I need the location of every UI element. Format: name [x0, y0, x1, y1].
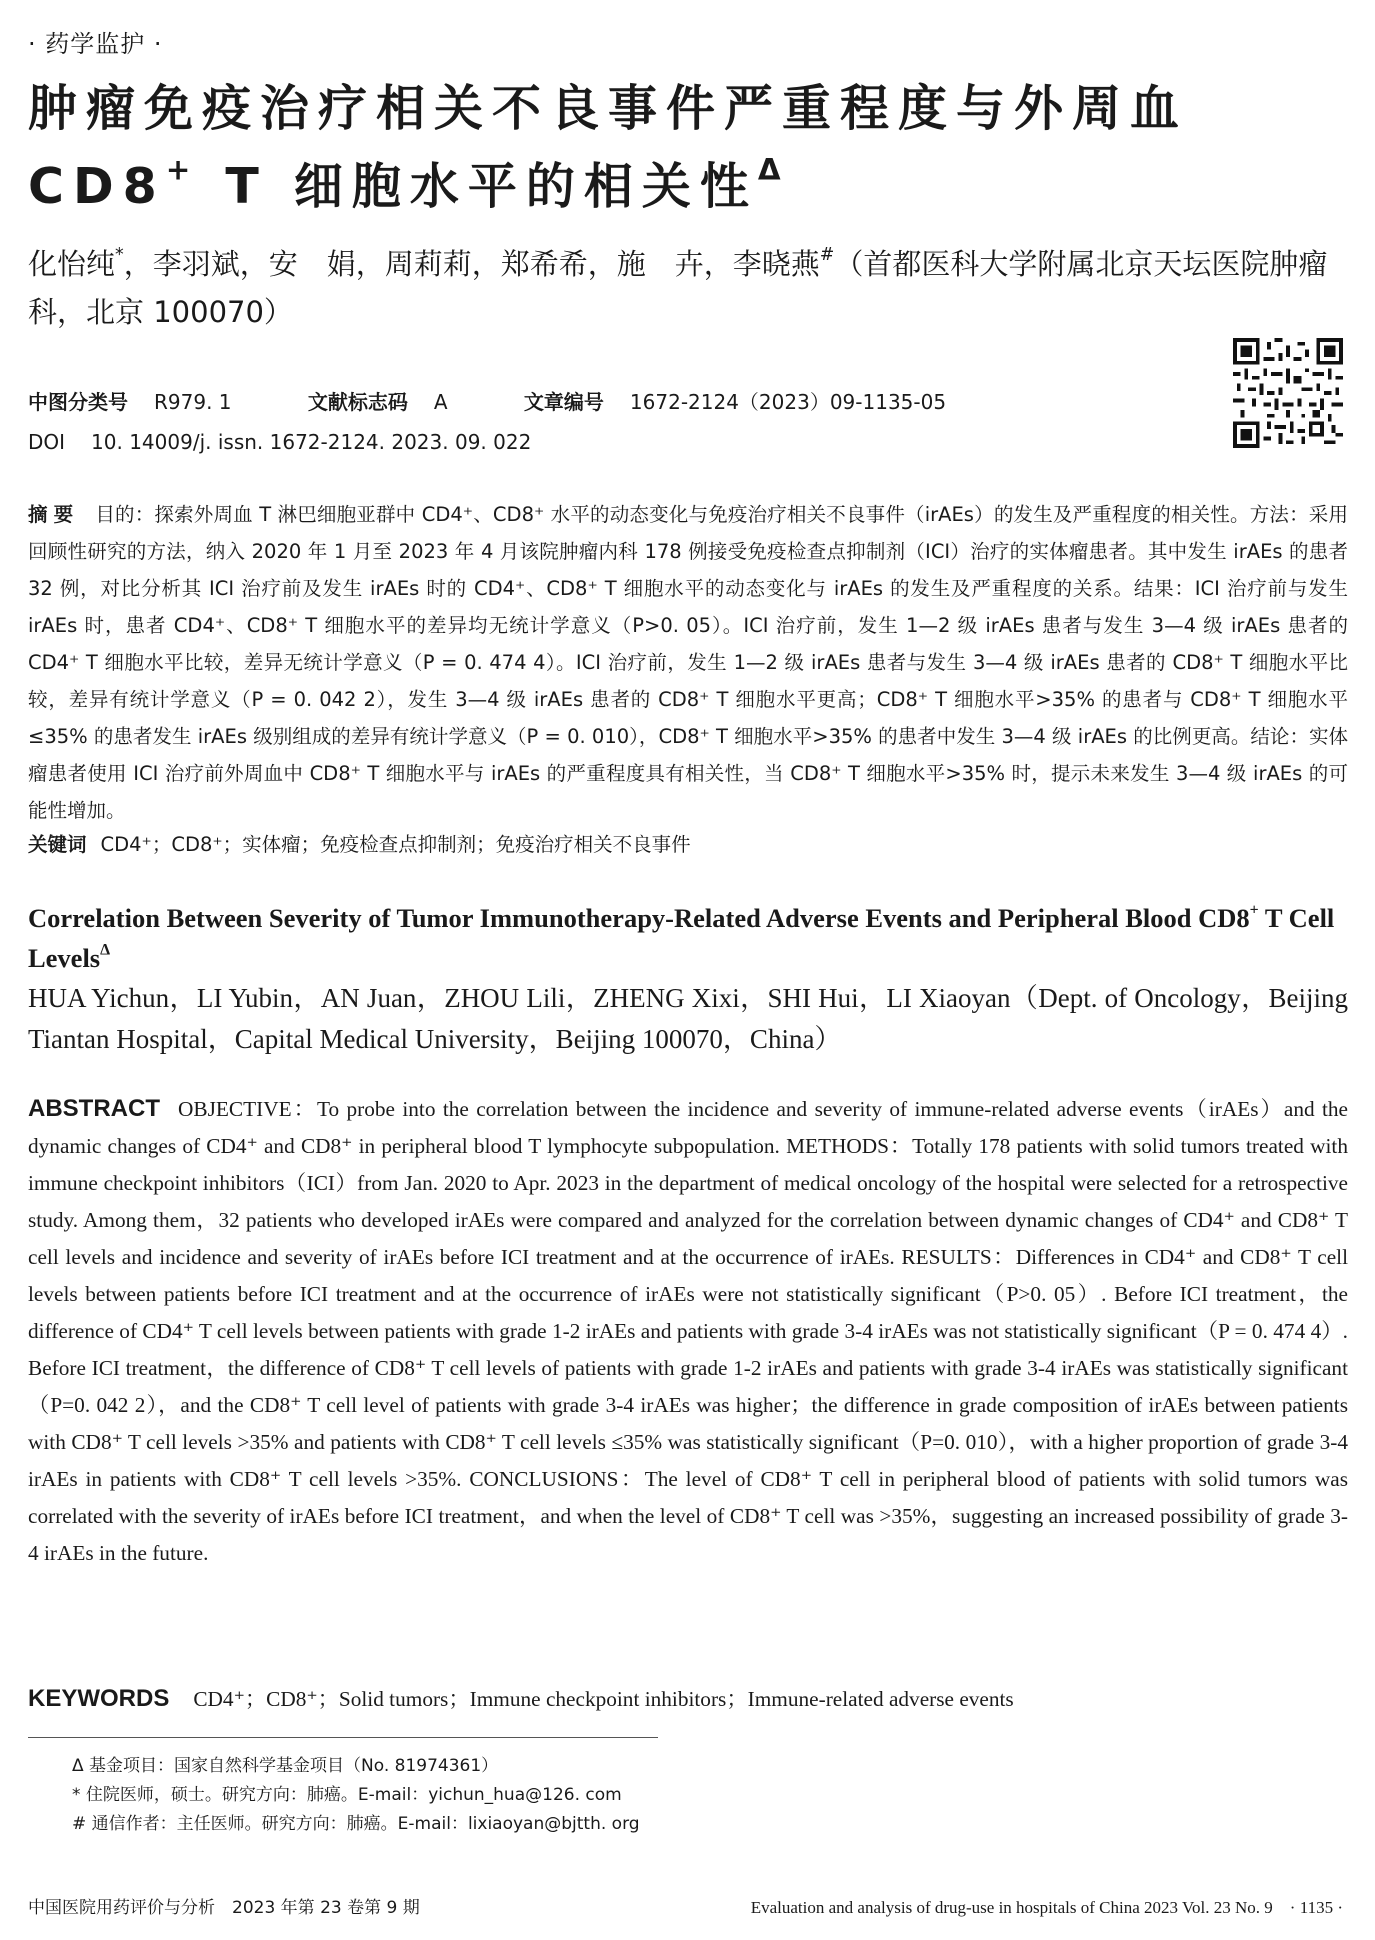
keywords-cn-text: CD4⁺；CD8⁺；实体瘤；免疫检查点抑制剂；免疫治疗相关不良事件 — [100, 833, 691, 856]
footnote-divider — [28, 1737, 658, 1738]
journal-footer-cn: 中国医院用药评价与分析 2023 年第 23 卷第 9 期 — [28, 1898, 420, 1918]
corresponding-author-mark: # — [819, 245, 835, 266]
footnote-corresponding-author: # 通信作者：主任医师。研究方向：肺癌。E-mail：lixiaoyan@bjtth. org — [72, 1814, 640, 1834]
abstract-en-label: ABSTRACT — [28, 1095, 160, 1122]
title-cn-sup: + — [165, 152, 200, 187]
authors-en: HUA Yichun，LI Yubin，AN Juan，ZHOU Lili，ZHENG Xixi，SHI Hui，LI Xiaoyan（Dept. of Oncology，Beijing Tiantan Hospital，Capital Medical University，Beijing 100070，China） — [28, 983, 1348, 1054]
co-authors: ，李羽斌，安 娟，周莉莉，郑希希，施 卉，李晓燕 — [123, 247, 820, 281]
doi-label: DOI — [28, 430, 66, 454]
article-meta — [28, 382, 946, 462]
article-title-en — [28, 898, 1348, 978]
keywords-en-label: KEYWORDS — [28, 1685, 170, 1712]
footnote-funding: Δ 基金项目：国家自然科学基金项目（No. 81974361） — [72, 1756, 499, 1776]
clc-label: 中图分类号 — [28, 390, 128, 414]
keywords-cn — [28, 826, 1348, 863]
section-tag: · 药学监护 · — [28, 30, 163, 58]
abstract-en — [28, 1090, 1348, 1572]
article-title-cn — [28, 70, 1348, 226]
footnotes — [72, 1752, 640, 1839]
title-cn-tail: T 细胞水平的相关性 — [199, 158, 758, 215]
doi-value[interactable]: 10. 14009/j. issn. 1672-2124. 2023. 09. 022 — [91, 430, 532, 454]
title-cn-main: 肿瘤免疫治疗相关不良事件严重程度与外周血 CD8 — [28, 80, 1189, 215]
doc-code-value: A — [433, 390, 448, 414]
affiliation-cn: （首都医科大学附属北京天坛医院肿瘤科，北京 100070） — [28, 247, 1328, 329]
abstract-cn — [28, 496, 1348, 829]
clc-value: R979. 1 — [154, 390, 232, 414]
title-en-main: Correlation Between Severity of Tumor Immunotherapy-Related Adverse Events and Peripheral Blood CD8 — [28, 903, 1250, 933]
doc-code-label: 文献标志码 — [307, 390, 408, 414]
article-no-label: 文章编号 — [523, 390, 604, 414]
abstract-cn-text: 目的：探索外周血 T 淋巴细胞亚群中 CD4⁺、CD8⁺ 水平的动态变化与免疫治疗相关不良事件（irAEs）的发生及严重程度的相关性。方法：采用回顾性研究的方法，纳入 2020 年 1 月至 2023 年 4 月该院肿瘤内科 178 例接受免疫检查点抑制剂（ICI）治疗的实体瘤患者。其中发生 irAEs 的患者 32 例，对比分析其 ICI 治疗前及发生 irAEs 时的 CD4⁺、CD8⁺ T 细胞水平的动态变化与 irAEs 的发生及严重程度的关系。结果：ICI 治疗前与发生 irAEs 时，患者 CD4⁺、CD8⁺ T 细胞水平的差异均无统计学意义（P>0. 05）。ICI 治疗前，发生 1—2 级 irAEs 患者与发生 3—4 级 irAEs 患者的 CD4⁺ T 细胞水平比较，差异无统计学意义（P = 0. 474 4）。ICI 治疗前，发生 1—2 级 irAEs 患者与发生 3—4 级 irAEs 患者的 CD8⁺ T 细胞水平比较，差异有统计学意义（P = 0. 042 2），发生 3—4 级 irAEs 患者的 CD8⁺ T 细胞水平更高；CD8⁺ T 细胞水平>35% 的患者与 CD8⁺ T 细胞水平≤35% 的患者发生 irAEs 级别组成的差异有统计学意义（P = 0. 010），CD8⁺ T 细胞水平>35% 的患者中发生 3—4 级 irAEs 的比例更高。结论：实体瘤患者使用 ICI 治疗前外周血中 CD8⁺ T 细胞水平与 irAEs 的严重程度具有相关性，当 CD8⁺ T 细胞水平>35% 时，提示未来发生 3—4 级 irAEs 的可能性增加。 — [28, 503, 1348, 822]
abstract-en-text: OBJECTIVE：To probe into the correlation between the incidence and severity of immune-related adverse events（irAEs）and the dynamic changes of CD4⁺ and CD8⁺ in peripheral blood T lymphocyte subpopulation. METHODS：Totally 178 patients with solid tumors treated with immune checkpoint inhibitors（ICI）from Jan. 2020 to Apr. 2023 in the department of medical oncology of the hospital were selected for a retrospective study. Among them，32 patients who developed irAEs were compared and analyzed for the correlation between dynamic changes of CD4⁺ and CD8⁺ T cell levels and incidence and severity of irAEs before ICI treatment and at the occurrence of irAEs. RESULTS：Differences in CD4⁺ and CD8⁺ T cell levels between patients before ICI treatment and at the occurrence of irAEs were not statistically significant（P>0. 05）. Before ICI treatment，the difference of CD4⁺ T cell levels between patients with grade 1-2 irAEs and patients with grade 3-4 irAEs was not statistically significant（P = 0. 474 4）. Before ICI treatment，the difference of CD8⁺ T cell levels of patients with grade 1-2 irAEs and patients with grade 3-4 irAEs was statistically significant（P=0. 042 2），and the CD8⁺ T cell level of patients with grade 3-4 irAEs was higher；the difference in grade composition of irAEs between patients with CD8⁺ T cell levels >35% and patients with CD8⁺ T cell levels ≤35% was statistically significant（P=0. 010），with a higher proportion of grade 3-4 irAEs in patients with CD8⁺ T cell levels >35%. CONCLUSIONS：The level of CD8⁺ T cell in peripheral blood of patients with solid tumors was correlated with the severity of irAEs before ICI treatment，and when the level of CD8⁺ T cell was >35%，suggesting an increased possibility of grade 3-4 irAEs in the future. — [28, 1097, 1348, 1565]
journal-footer-en: Evaluation and analysis of drug-use in hospitals of China 2023 Vol. 23 No. 9 · 1135 · — [750, 1898, 1343, 1917]
qr-code-icon — [1233, 338, 1343, 448]
meta-row-classification — [28, 382, 946, 422]
keywords-cn-label: 关键词 — [28, 833, 87, 856]
keywords-en — [28, 1680, 1348, 1718]
first-author: 化怡纯 — [28, 247, 116, 281]
title-en-tail: T Cell Levels — [28, 903, 1335, 973]
meta-row-doi — [28, 422, 946, 462]
authors-cn — [28, 240, 1348, 336]
footnote-first-author: * 住院医师，硕士。研究方向：肺癌。E-mail：yichun_hua@126. com — [72, 1785, 622, 1805]
title-cn-fund-mark: Δ — [757, 152, 790, 187]
abstract-cn-label: 摘要 — [28, 503, 80, 526]
keywords-en-text: CD4⁺；CD8⁺；Solid tumors；Immune checkpoint inhibitors；Immune-related adverse events — [193, 1687, 1014, 1711]
first-author-mark: * — [115, 245, 124, 266]
article-no-value: 1672-2124（2023）09-1135-05 — [629, 390, 947, 414]
title-en-fund-mark: Δ — [100, 941, 111, 959]
title-en-sup: + — [1249, 901, 1259, 919]
